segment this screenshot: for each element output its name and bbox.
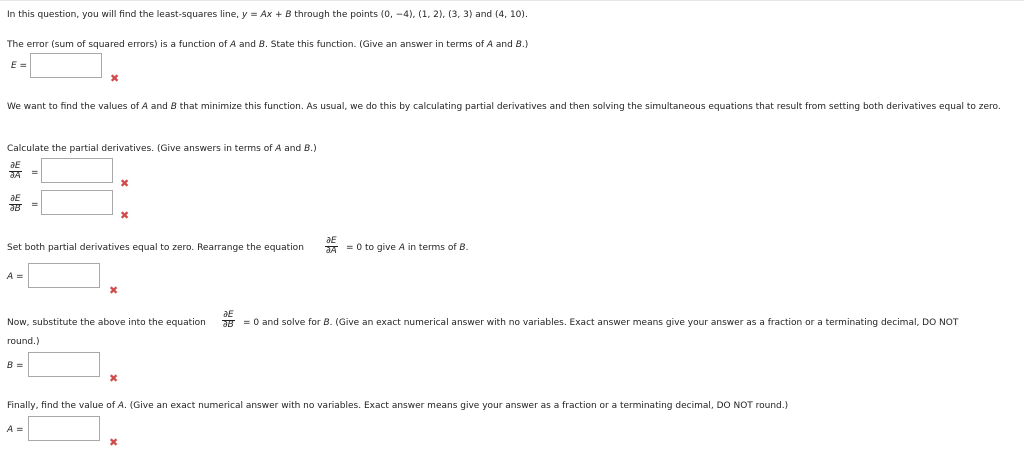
q5-text-wrap: round.) <box>7 337 40 347</box>
B-value-input[interactable] <box>28 352 100 377</box>
q5-text-pre: Now, substitute the above into the equation <box>7 318 206 328</box>
q4-label: A = <box>7 272 24 282</box>
q1-label: E = <box>11 61 28 71</box>
incorrect-x-icon: ✖ <box>110 72 120 85</box>
q6-text: Finally, find the value of A. (Give an exact numerical answer with no variables. Exact answer means give your answer as a fraction or a terminating decimal, DO NOT round.) <box>7 401 789 411</box>
dE-dA-input[interactable] <box>41 158 113 183</box>
dE-dA-fraction: $\frac{\partial E}{\partial A}$ <box>326 236 337 256</box>
q3-prompt: Calculate the partial derivatives. (Give answers in terms of A and B.) <box>7 144 317 154</box>
q5-label: B = <box>7 361 24 371</box>
equals-sign: = <box>31 168 39 178</box>
q1-prompt: The error (sum of squared errors) is a function of A and B. State this function. (Give an answer in terms of A and B.) <box>7 40 529 50</box>
A-value-input[interactable] <box>28 416 100 441</box>
dE-dB-input[interactable] <box>41 190 113 215</box>
q4-text-pre: Set both partial derivatives equal to zero. Rearrange the equation <box>7 243 304 253</box>
A-in-terms-of-B-input[interactable] <box>28 263 100 288</box>
top-divider <box>0 0 1024 1</box>
q2-text: We want to find the values of A and B that minimize this function. As usual, we do this by calculating partial derivatives and then solving the simultaneous equations that result from setting both derivatives equal to zero. <box>7 102 1001 112</box>
dE-dB-fraction: $\frac{\partial E}{\partial B}$ <box>223 310 234 330</box>
q4-text-post: = 0 to give A in terms of B. <box>346 243 469 253</box>
q6-label: A = <box>7 425 24 435</box>
incorrect-x-icon: ✖ <box>120 177 130 190</box>
incorrect-x-icon: ✖ <box>109 436 119 449</box>
equals-sign: = <box>31 200 39 210</box>
intro-text: In this question, you will find the least-squares line, y = Ax + B through the points (0, −4), (1, 2), (3, 3) and (4, 10). <box>7 10 528 20</box>
incorrect-x-icon: ✖ <box>109 284 119 297</box>
incorrect-x-icon: ✖ <box>120 209 130 222</box>
q5-text-post: = 0 and solve for B. (Give an exact numerical answer with no variables. Exact answer means give your answer as a fraction or a terminating decimal, DO NOT <box>243 318 959 328</box>
dE-dB-fraction: $\frac{\partial E}{\partial B}$ <box>10 194 21 214</box>
error-function-input[interactable] <box>30 53 102 78</box>
points-list: (0, −4), (1, 2), (3, 3) <box>380 10 473 20</box>
dE-dA-fraction: $\frac{\partial E}{\partial A}$ <box>10 161 21 181</box>
incorrect-x-icon: ✖ <box>109 372 119 385</box>
